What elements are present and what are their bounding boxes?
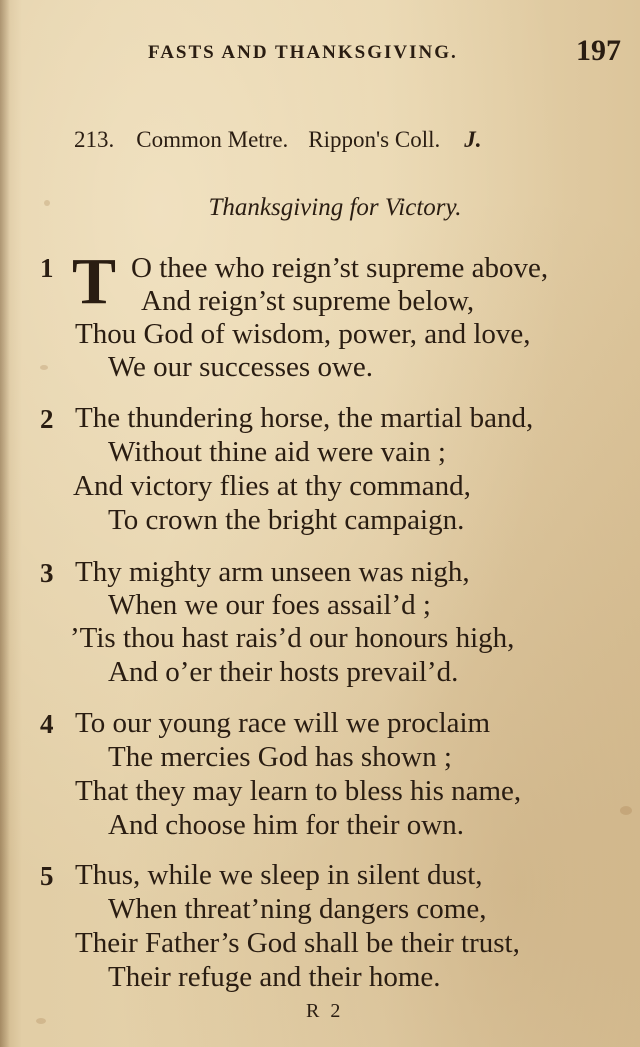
hymn-collection: Rippon's Coll. (308, 127, 441, 152)
stanza-number: 2 (40, 404, 54, 434)
spine-shadow (0, 0, 10, 1047)
stanza-number: 4 (40, 709, 54, 739)
drop-cap: T (72, 245, 117, 318)
verse-line: That they may learn to bless his name, (75, 775, 522, 807)
verse-line: To our young race will we proclaim (75, 707, 491, 739)
verse-line: The thundering horse, the martial band, (75, 402, 534, 434)
verse-line: To crown the bright campaign. (108, 504, 465, 536)
verse-line: The mercies God has shown ; (108, 741, 452, 773)
verse-line: Thus, while we sleep in silent dust, (75, 859, 483, 891)
verse-line: When threat’ning dangers come, (108, 893, 487, 925)
hymn-number: 213. (74, 127, 115, 152)
hymn-title: Thanksgiving for Victory. (208, 194, 462, 221)
hymn-tune-mark: J. (464, 127, 482, 152)
verse-line: And reign’st supreme below, (141, 285, 475, 317)
foxing-spot (36, 1018, 46, 1024)
verse-line: And victory flies at thy command, (73, 470, 471, 502)
page-number: 197 (576, 34, 621, 67)
verse-line: Their refuge and their home. (108, 961, 441, 993)
verse-line: ’Tis thou hast rais’d our honours high, (70, 622, 515, 654)
verse-line: Without thine aid were vain ; (108, 436, 446, 468)
hymn-metre: Common Metre. (136, 127, 289, 152)
verse-line: And o’er their hosts prevail’d. (108, 656, 459, 688)
verse-line: Thy mighty arm unseen was nigh, (75, 556, 470, 588)
signature-mark: R 2 (306, 1000, 344, 1022)
hymn-header (74, 127, 482, 153)
stanza-number: 5 (40, 861, 54, 891)
foxing-spot (40, 365, 48, 370)
foxing-spot (620, 806, 632, 815)
verse-line: Their Father’s God shall be their trust, (75, 927, 520, 959)
verse-line: We our successes owe. (108, 351, 374, 383)
verse-line: O thee who reign’st supreme above, (131, 252, 549, 284)
verse-line: When we our foes assail’d ; (108, 589, 431, 621)
verse-line: And choose him for their own. (108, 809, 464, 841)
stanza-number: 3 (40, 558, 54, 588)
running-head: FASTS AND THANKSGIVING. (148, 42, 458, 63)
verse-line: Thou God of wisdom, power, and love, (75, 318, 531, 350)
stanza-number: 1 (40, 253, 54, 283)
